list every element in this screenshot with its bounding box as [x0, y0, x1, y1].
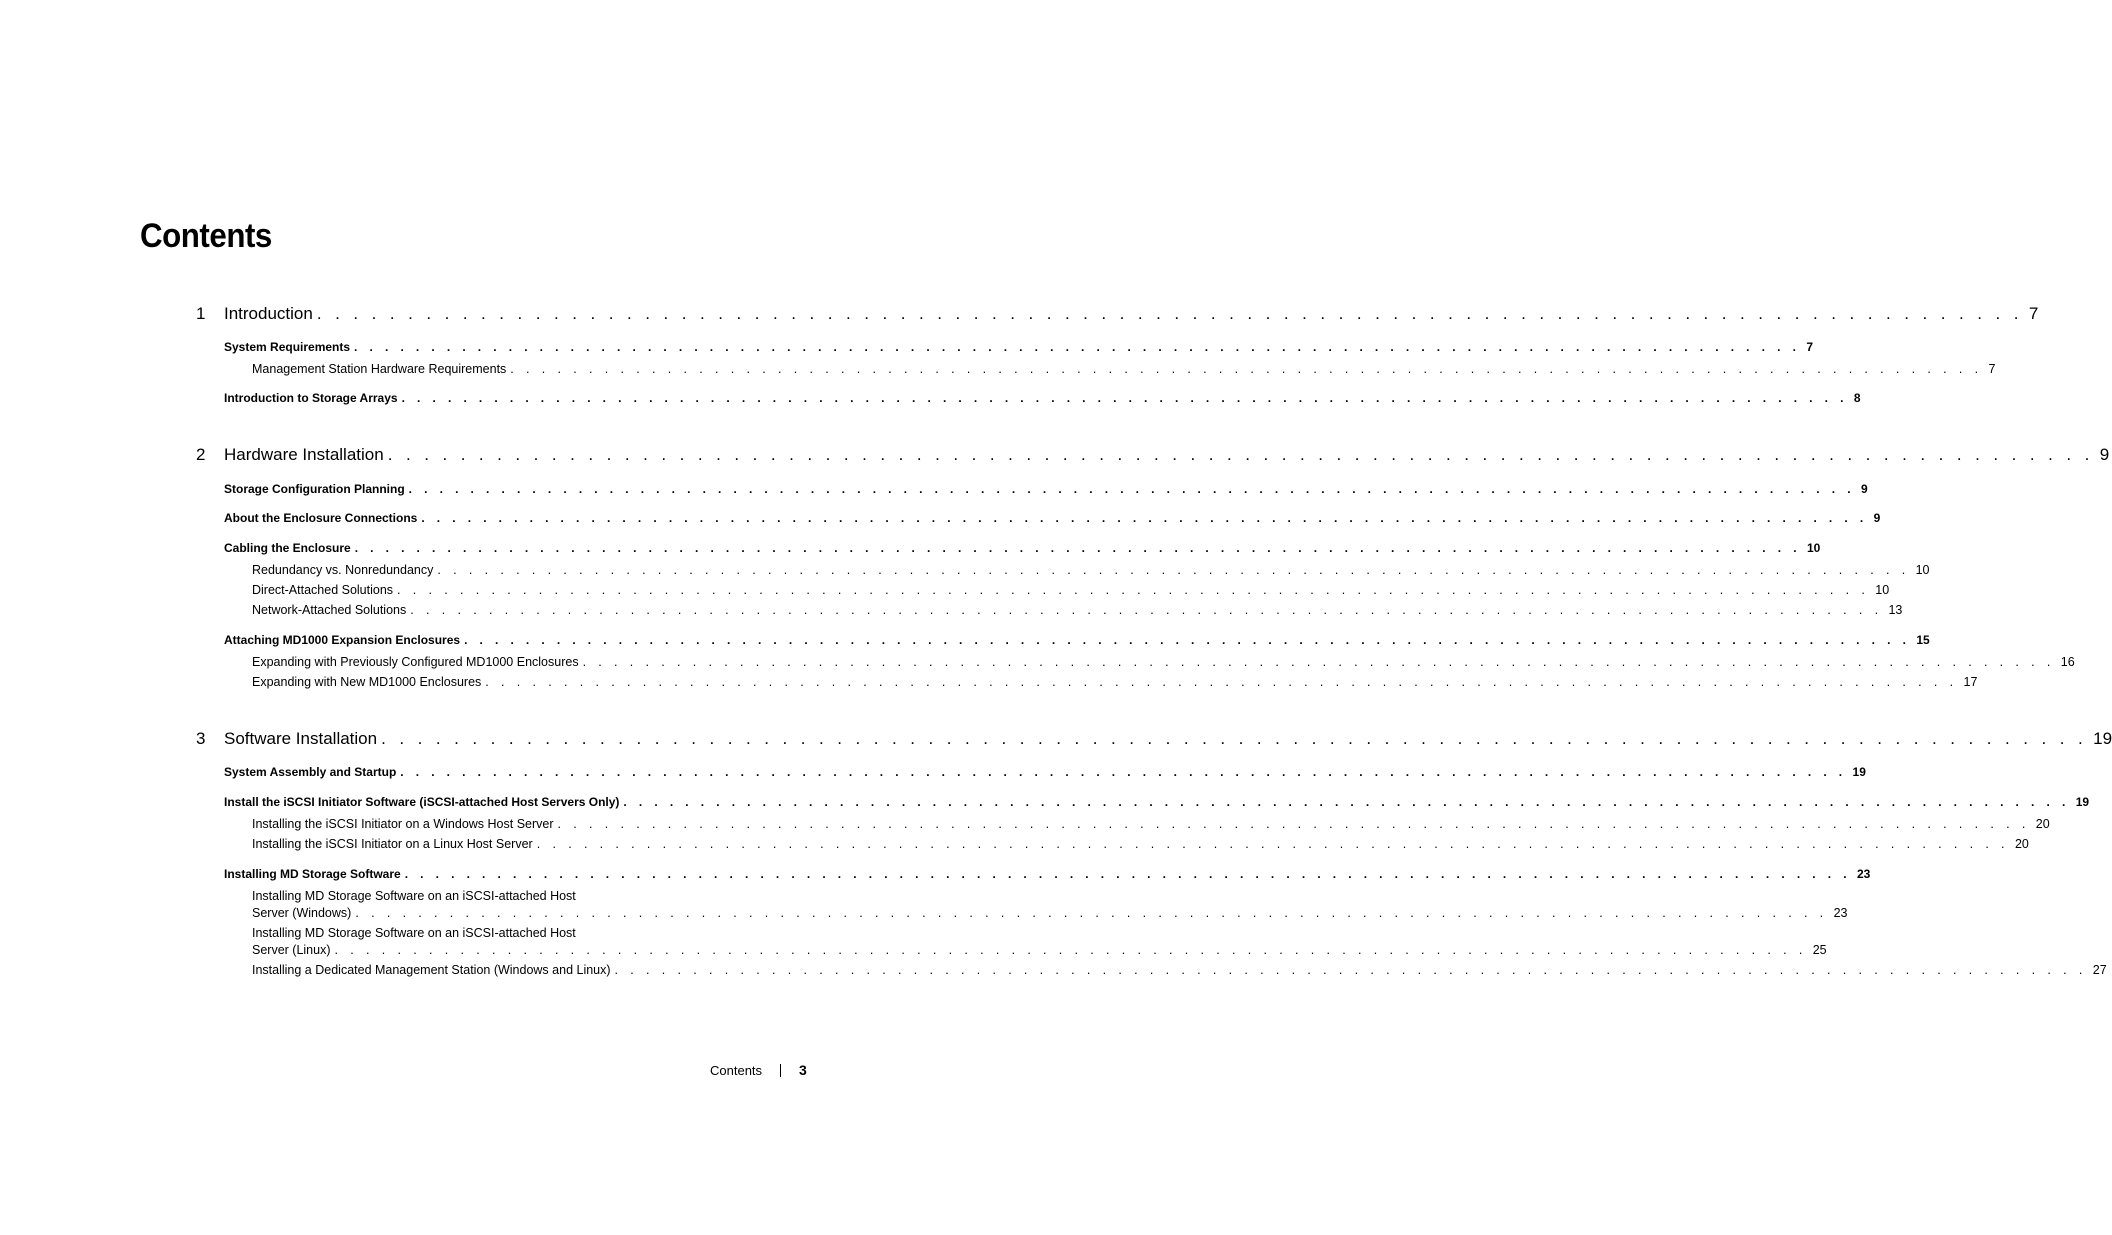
- entry-title: Direct-Attached Solutions: [252, 583, 397, 597]
- toc-chapter-2[interactable]: [196, 445, 2110, 465]
- toc-chapter-1[interactable]: [196, 304, 2039, 324]
- entry-title: Storage Configuration Planning: [224, 482, 409, 496]
- dot-leader: . . . . . . . . . . . . . . . . . . . . . . . . . . . . . . . . . . . . . . . . . . . . . . . . . . . . . . . . . . . . . . . . . . . . . . . . . . . . . . . . . . . . . . . . . . . . . .: [355, 906, 1828, 920]
- entry-title: Cabling the Enclosure: [224, 541, 355, 555]
- page-number: 19: [2093, 729, 2112, 748]
- entry-title: About the Enclosure Connections: [224, 511, 421, 525]
- dot-leader: . . . . . . . . . . . . . . . . . . . . . . . . . . . . . . . . . . . . . . . . . . . . . . . . . . . . . . . . . . . . . . . . . . . . . . . . . . . . . . . . . . . . . . . . . . . . . .: [354, 541, 1801, 555]
- chapter-number: 3: [196, 729, 206, 748]
- dot-leader: . . . . . . . . . . . . . . . . . . . . . . . . . . . . . . . . . . . . . . . . . . . . . . . . . . . . . . . . . . . . . . . . . . . . . . . . . . . . . . . . . . . . . . . . . . . . . .: [401, 391, 1848, 405]
- page-number: 25: [1812, 943, 1827, 957]
- entry-title: Attaching MD1000 Expansion Enclosures: [224, 633, 464, 647]
- footer-page-number: 3: [799, 1062, 807, 1078]
- page-footer: [710, 1062, 807, 1078]
- dot-leader: . . . . . . . . . . . . . . . . . . . . . . . . . . . . . . . . . . . . . . . . . . . . . . . . . . . . . . . . . . . . . . . . . . . . . . . . . . . . . . . . . . . . . . . . . . . . . .: [334, 943, 1807, 957]
- toc-subentry[interactable]: [252, 362, 1996, 376]
- toc-subentry[interactable]: [252, 675, 1978, 689]
- dot-leader: . . . . . . . . . . . . . . . . . . . . . . . . . . . . . . . . . . . . . . . . . . . . . . . . . . . . . . . . . . . . . . . . . . . . . . . . . . . . . . . . . . . . . . . . . . . . . .: [421, 511, 1868, 525]
- page-number: 19: [2075, 795, 2090, 809]
- dot-leader: . . . . . . . . . . . . . . . . . . . . . . . . . . . . . . . . . . . . . . . . . . . . . . . . . . . . . . . . . . . . . . . . . . . . . . . . . . . . . . . . . . . . . . . . . . . . . .: [510, 362, 1983, 376]
- toc-entry[interactable]: [224, 633, 1930, 647]
- toc-subentry[interactable]: [252, 583, 1890, 597]
- dot-leader: . . . . . . . . . . . . . . . . . . . . . . . . . . . . . . . . . . . . . . . . . . . . . . . . . . . . . . . . . . . . . . . . . . . . . . . . . . . . . . . . . . . . . . . . . . . . . .: [614, 963, 2087, 977]
- dot-leader: . . . . . . . . . . . . . . . . . . . . . . . . . . . . . . . . . . . . . . . . . . . . . . . . . . . . . . . . . . . . . . . . . . . . . . . . . . . . . . . . . . . . . . . . . . . . . .: [536, 837, 2009, 851]
- page-number: 27: [2092, 963, 2107, 977]
- footer-label: Contents: [710, 1062, 763, 1078]
- entry-title: Install the iSCSI Initiator Software (iSCSI-attached Host Servers Only): [224, 795, 623, 809]
- entry-title: Installing MD Storage Software: [224, 867, 405, 881]
- page-number: 7: [1988, 362, 1996, 376]
- toc-subentry[interactable]: [252, 563, 1930, 577]
- entry-title: Redundancy vs. Nonredundancy: [252, 563, 437, 577]
- page-number: 23: [1833, 906, 1848, 920]
- page-title: Contents: [140, 217, 272, 255]
- toc-chapter-3[interactable]: [196, 729, 2112, 749]
- toc-entry[interactable]: [224, 340, 1813, 354]
- entry-title: Expanding with Previously Configured MD1000 Enclosures: [252, 655, 583, 669]
- chapter-title: Software Installation: [224, 729, 381, 749]
- chapter-title: Hardware Installation: [224, 445, 388, 465]
- page-number: 15: [1916, 633, 1930, 647]
- page-number: 9: [2099, 445, 2110, 464]
- page-number: 9: [1860, 482, 1868, 496]
- toc-entry[interactable]: [224, 482, 1868, 496]
- dot-leader: . . . . . . . . . . . . . . . . . . . . . . . . . . . . . . . . . . . . . . . . . . . . . . . . . . . . . . . . . . . . . . . . . . . . . . . . . . . . . . . . . . . . . . . . . . . . . .: [316, 304, 2023, 323]
- page-number: 10: [1875, 583, 1890, 597]
- page-number: 17: [1963, 675, 1978, 689]
- entry-title: Installing a Dedicated Management Station (Windows and Linux): [252, 963, 615, 977]
- entry-title: Server (Linux): [252, 943, 335, 957]
- dot-leader: . . . . . . . . . . . . . . . . . . . . . . . . . . . . . . . . . . . . . . . . . . . . . . . . . . . . . . . . . . . . . . . . . . . . . . . . . . . . . . . . . . . . . . . . . . . . . .: [404, 867, 1851, 881]
- entry-title: Management Station Hardware Requirements: [252, 362, 510, 376]
- dot-leader: . . . . . . . . . . . . . . . . . . . . . . . . . . . . . . . . . . . . . . . . . . . . . . . . . . . . . . . . . . . . . . . . . . . . . . . . . . . . . . . . . . . . . . . . . . . . . .: [400, 765, 1847, 779]
- entry-title: Installing the iSCSI Initiator on a Linux Host Server: [252, 837, 537, 851]
- entry-title: System Assembly and Startup: [224, 765, 400, 779]
- dot-leader: . . . . . . . . . . . . . . . . . . . . . . . . . . . . . . . . . . . . . . . . . . . . . . . . . . . . . . . . . . . . . . . . . . . . . . . . . . . . . . . . . . . . . . . . . . . . . .: [387, 445, 2094, 464]
- entry-title: Server (Windows): [252, 906, 355, 920]
- page-number: 9: [1873, 511, 1881, 525]
- toc-subentry-line1[interactable]: Installing MD Storage Software on an iSCSI-attached Host: [252, 926, 576, 940]
- entry-title: System Requirements: [224, 340, 354, 354]
- toc-subentry[interactable]: [252, 963, 2107, 977]
- toc-entry[interactable]: [224, 765, 1866, 779]
- toc-entry[interactable]: [224, 795, 2090, 809]
- dot-leader: . . . . . . . . . . . . . . . . . . . . . . . . . . . . . . . . . . . . . . . . . . . . . . . . . . . . . . . . . . . . . . . . . . . . . . . . . . . . . . . . . . . . . . . . . . . . . .: [381, 729, 2088, 748]
- chapter-number: 2: [196, 445, 206, 464]
- entry-title: Installing the iSCSI Initiator on a Windows Host Server: [252, 817, 558, 831]
- page-number: 10: [1806, 541, 1821, 555]
- toc-subentry[interactable]: [252, 906, 1848, 920]
- page-number: 20: [2035, 817, 2050, 831]
- toc-entry[interactable]: [224, 541, 1821, 555]
- toc-subentry[interactable]: [252, 603, 1903, 617]
- toc-subentry[interactable]: [252, 943, 1827, 957]
- toc-subentry[interactable]: [252, 655, 2075, 669]
- chapter-number: 1: [196, 304, 206, 323]
- page-number: 16: [2060, 655, 2075, 669]
- page-number: 20: [2014, 837, 2029, 851]
- dot-leader: . . . . . . . . . . . . . . . . . . . . . . . . . . . . . . . . . . . . . . . . . . . . . . . . . . . . . . . . . . . . . . . . . . . . . . . . . . . . . . . . . . . . . . . . . . . . . .: [408, 482, 1855, 496]
- toc-subentry[interactable]: [252, 817, 2050, 831]
- page-number: 19: [1852, 765, 1866, 779]
- page-number: 23: [1856, 867, 1871, 881]
- footer-divider: [780, 1064, 781, 1077]
- toc-subentry[interactable]: [252, 837, 2029, 851]
- page-number: 7: [1806, 340, 1813, 354]
- toc-entry[interactable]: [224, 511, 1881, 525]
- dot-leader: . . . . . . . . . . . . . . . . . . . . . . . . . . . . . . . . . . . . . . . . . . . . . . . . . . . . . . . . . . . . . . . . . . . . . . . . . . . . . . . . . . . . . . . . . . . . . .: [485, 675, 1958, 689]
- page-number: 8: [1853, 391, 1861, 405]
- toc-entry[interactable]: [224, 867, 1871, 881]
- page-number: 10: [1915, 563, 1930, 577]
- entry-title: Introduction to Storage Arrays: [224, 391, 402, 405]
- dot-leader: . . . . . . . . . . . . . . . . . . . . . . . . . . . . . . . . . . . . . . . . . . . . . . . . . . . . . . . . . . . . . . . . . . . . . . . . . . . . . . . . . . . . . . . . . . . . . .: [557, 817, 2030, 831]
- entry-title: Network-Attached Solutions: [252, 603, 410, 617]
- dot-leader: . . . . . . . . . . . . . . . . . . . . . . . . . . . . . . . . . . . . . . . . . . . . . . . . . . . . . . . . . . . . . . . . . . . . . . . . . . . . . . . . . . . . . . . . . . . . . .: [464, 633, 1911, 647]
- dot-leader: . . . . . . . . . . . . . . . . . . . . . . . . . . . . . . . . . . . . . . . . . . . . . . . . . . . . . . . . . . . . . . . . . . . . . . . . . . . . . . . . . . . . . . . . . . . . . .: [623, 795, 2070, 809]
- entry-title: Expanding with New MD1000 Enclosures: [252, 675, 485, 689]
- page-number: 7: [2028, 304, 2039, 323]
- toc-entry[interactable]: [224, 391, 1861, 405]
- dot-leader: . . . . . . . . . . . . . . . . . . . . . . . . . . . . . . . . . . . . . . . . . . . . . . . . . . . . . . . . . . . . . . . . . . . . . . . . . . . . . . . . . . . . . . . . . . . . . .: [410, 603, 1883, 617]
- dot-leader: . . . . . . . . . . . . . . . . . . . . . . . . . . . . . . . . . . . . . . . . . . . . . . . . . . . . . . . . . . . . . . . . . . . . . . . . . . . . . . . . . . . . . . . . . . . . . .: [354, 340, 1801, 354]
- dot-leader: . . . . . . . . . . . . . . . . . . . . . . . . . . . . . . . . . . . . . . . . . . . . . . . . . . . . . . . . . . . . . . . . . . . . . . . . . . . . . . . . . . . . . . . . . . . . . .: [397, 583, 1870, 597]
- chapter-title: Introduction: [224, 304, 317, 324]
- dot-leader: . . . . . . . . . . . . . . . . . . . . . . . . . . . . . . . . . . . . . . . . . . . . . . . . . . . . . . . . . . . . . . . . . . . . . . . . . . . . . . . . . . . . . . . . . . . . . .: [437, 563, 1910, 577]
- dot-leader: . . . . . . . . . . . . . . . . . . . . . . . . . . . . . . . . . . . . . . . . . . . . . . . . . . . . . . . . . . . . . . . . . . . . . . . . . . . . . . . . . . . . . . . . . . . . . .: [582, 655, 2055, 669]
- toc-subentry-line1[interactable]: Installing MD Storage Software on an iSCSI-attached Host: [252, 889, 576, 903]
- page-number: 13: [1888, 603, 1903, 617]
